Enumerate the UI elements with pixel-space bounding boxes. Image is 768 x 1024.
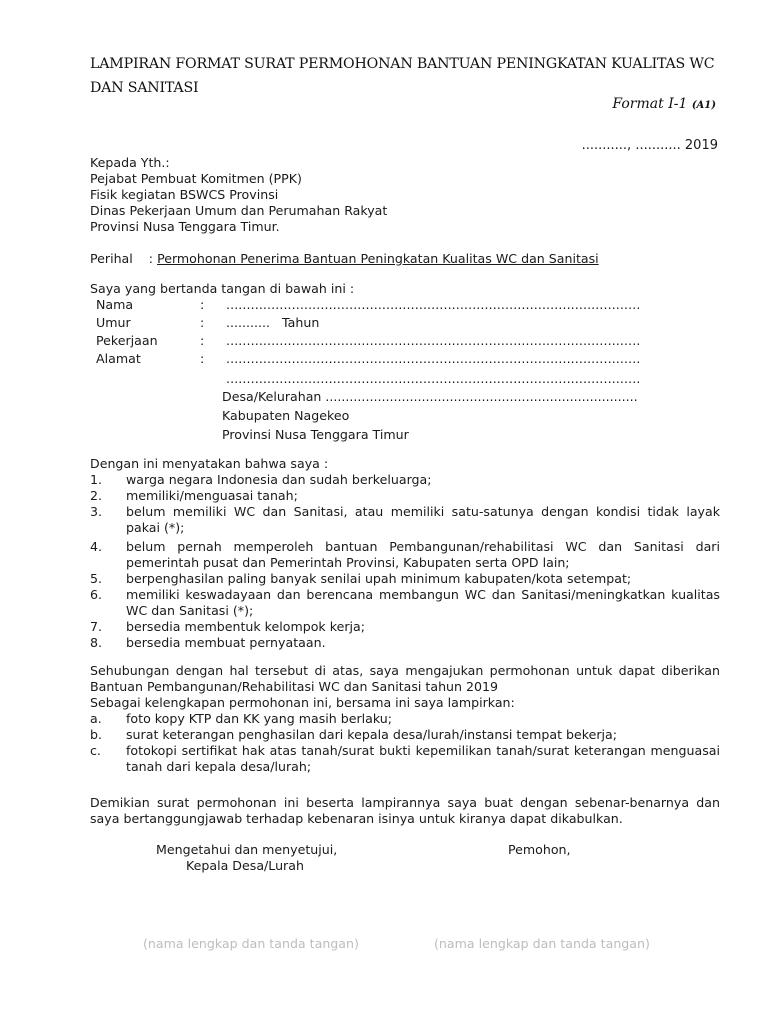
statement-list xyxy=(90,472,720,651)
field-colon: : xyxy=(200,297,205,312)
field-value: ..................................................................................................... xyxy=(226,297,641,312)
field-colon: : xyxy=(200,333,205,348)
signature-left-line2: Kepala Desa/Lurah xyxy=(186,858,304,873)
field-value: ..................................................................................................... xyxy=(226,371,641,386)
list-text: bersedia membuat pernyataan. xyxy=(126,635,326,650)
field-colon: : xyxy=(200,351,205,366)
signature-right xyxy=(508,842,571,858)
list-number: 5. xyxy=(90,571,103,586)
list-number: 3. xyxy=(90,504,103,519)
addressee-block xyxy=(90,155,387,235)
list-item xyxy=(90,743,720,775)
closing-paragraph: Demikian surat permohonan ini beserta lampirannya saya buat dengan sebenar-benarnya dan saya bertanggungjawab terhadap kebenaran isinya untuk kiranya dapat dikabulkan. xyxy=(90,795,720,826)
list-number: 7. xyxy=(90,619,103,634)
format-name: Format I-1 xyxy=(612,96,688,112)
list-item xyxy=(90,539,720,571)
list-item xyxy=(90,472,720,488)
list-text: bersedia membentuk kelompok kerja; xyxy=(126,619,365,634)
list-text: belum memiliki WC dan Sanitasi, atau memiliki satu-satunya dengan kondisi tidak layak pakai (*); xyxy=(126,504,720,535)
list-item xyxy=(90,587,720,619)
signature-left xyxy=(156,842,356,874)
list-item xyxy=(90,571,720,587)
list-item xyxy=(90,488,720,504)
format-label xyxy=(612,96,716,114)
list-text: memiliki keswadayaan dan berencana membangun WC dan Sanitasi/meningkatkan kualitas WC dan Sanitasi (*); xyxy=(126,587,720,618)
addressee-line: Pejabat Pembuat Komitmen (PPK) xyxy=(90,171,302,186)
addressee-line: Fisik kegiatan BSWCS Provinsi xyxy=(90,187,279,202)
field-label: Umur xyxy=(96,315,131,330)
signature-placeholder-left: (nama lengkap dan tanda tangan) xyxy=(143,936,359,951)
list-number: 2. xyxy=(90,488,103,503)
addressee-line: Dinas Pekerjaan Umum dan Perumahan Rakyat xyxy=(90,203,388,218)
list-text: surat keterangan penghasilan dari kepala desa/lurah/instansi tempat bekerja; xyxy=(126,727,618,742)
perihal-label: Perihal xyxy=(90,251,133,266)
list-text: fotokopi sertifikat hak atas tanah/surat bukti kepemilikan tanah/surat keterangan menguasai tanah dari kepala desa/lurah; xyxy=(126,743,720,774)
format-code: (A1) xyxy=(691,100,716,111)
list-item xyxy=(90,504,720,536)
list-item xyxy=(90,727,720,743)
list-number: 8. xyxy=(90,635,103,650)
field-label: Pekerjaan xyxy=(96,333,158,348)
list-item xyxy=(90,635,720,651)
attachment-list xyxy=(90,711,720,775)
list-number: 4. xyxy=(90,539,103,554)
attachments-intro: Sebagai kelengkapan permohonan ini, bersama ini saya lampirkan: xyxy=(90,695,515,710)
signature-left-line1: Mengetahui dan menyetujui, xyxy=(156,842,338,857)
signature-placeholder-right: (nama lengkap dan tanda tangan) xyxy=(434,936,650,951)
list-item xyxy=(90,711,720,727)
signature-right-line1: Pemohon, xyxy=(508,842,571,857)
list-number: c. xyxy=(90,743,101,758)
addressee-line: Provinsi Nusa Tenggara Timur. xyxy=(90,219,280,234)
perihal-subject: Permohonan Penerima Bantuan Peningkatan Kualitas WC dan Sanitasi xyxy=(157,251,599,266)
field-value: ........... Tahun xyxy=(226,315,320,330)
field-label: Nama xyxy=(96,297,134,312)
field-label: Alamat xyxy=(96,351,141,366)
perihal-line xyxy=(90,251,599,267)
list-number: 1. xyxy=(90,472,103,487)
letter-date: ..........., ........... 2019 xyxy=(581,138,718,153)
statement-intro: Dengan ini menyatakan bahwa saya : xyxy=(90,456,329,471)
request-paragraph: Sehubungan dengan hal tersebut di atas, saya mengajukan permohonan untuk dapat diberikan Bantuan Pembangunan/Rehabilitasi WC dan Sanitasi tahun 2019 xyxy=(90,663,720,694)
list-number: b. xyxy=(90,727,102,742)
list-item xyxy=(90,619,720,635)
addressee-line: Kepada Yth.: xyxy=(90,155,170,170)
field-value: Kabupaten Nagekeo xyxy=(222,408,350,423)
field-value: Provinsi Nusa Tenggara Timur xyxy=(222,427,409,442)
field-colon: : xyxy=(200,315,205,330)
list-text: berpenghasilan paling banyak senilai upah minimum kabupaten/kota setempat; xyxy=(126,571,632,586)
document-title: LAMPIRAN FORMAT SURAT PERMOHONAN BANTUAN PENINGKATAN KUALITAS WC DAN SANITASI xyxy=(90,56,715,96)
list-text: belum pernah memperoleh bantuan Pembangunan/rehabilitasi WC dan Sanitasi dari pemerintah pusat dan Pemerintah Provinsi, Kabupaten serta OPD lain; xyxy=(126,539,720,570)
field-value: ..................................................................................................... xyxy=(226,333,641,348)
signer-intro: Saya yang bertanda tangan di bawah ini : xyxy=(90,281,355,296)
list-text: memiliki/menguasai tanah; xyxy=(126,488,298,503)
field-value: Desa/Kelurahan .............................................................................. xyxy=(222,389,638,404)
list-text: warga negara Indonesia dan sudah berkeluarga; xyxy=(126,472,432,487)
list-text: foto kopy KTP dan KK yang masih berlaku; xyxy=(126,711,393,726)
perihal-colon: : xyxy=(148,251,154,266)
field-value: ..................................................................................................... xyxy=(226,351,641,366)
list-number: 6. xyxy=(90,587,103,602)
list-number: a. xyxy=(90,711,102,726)
